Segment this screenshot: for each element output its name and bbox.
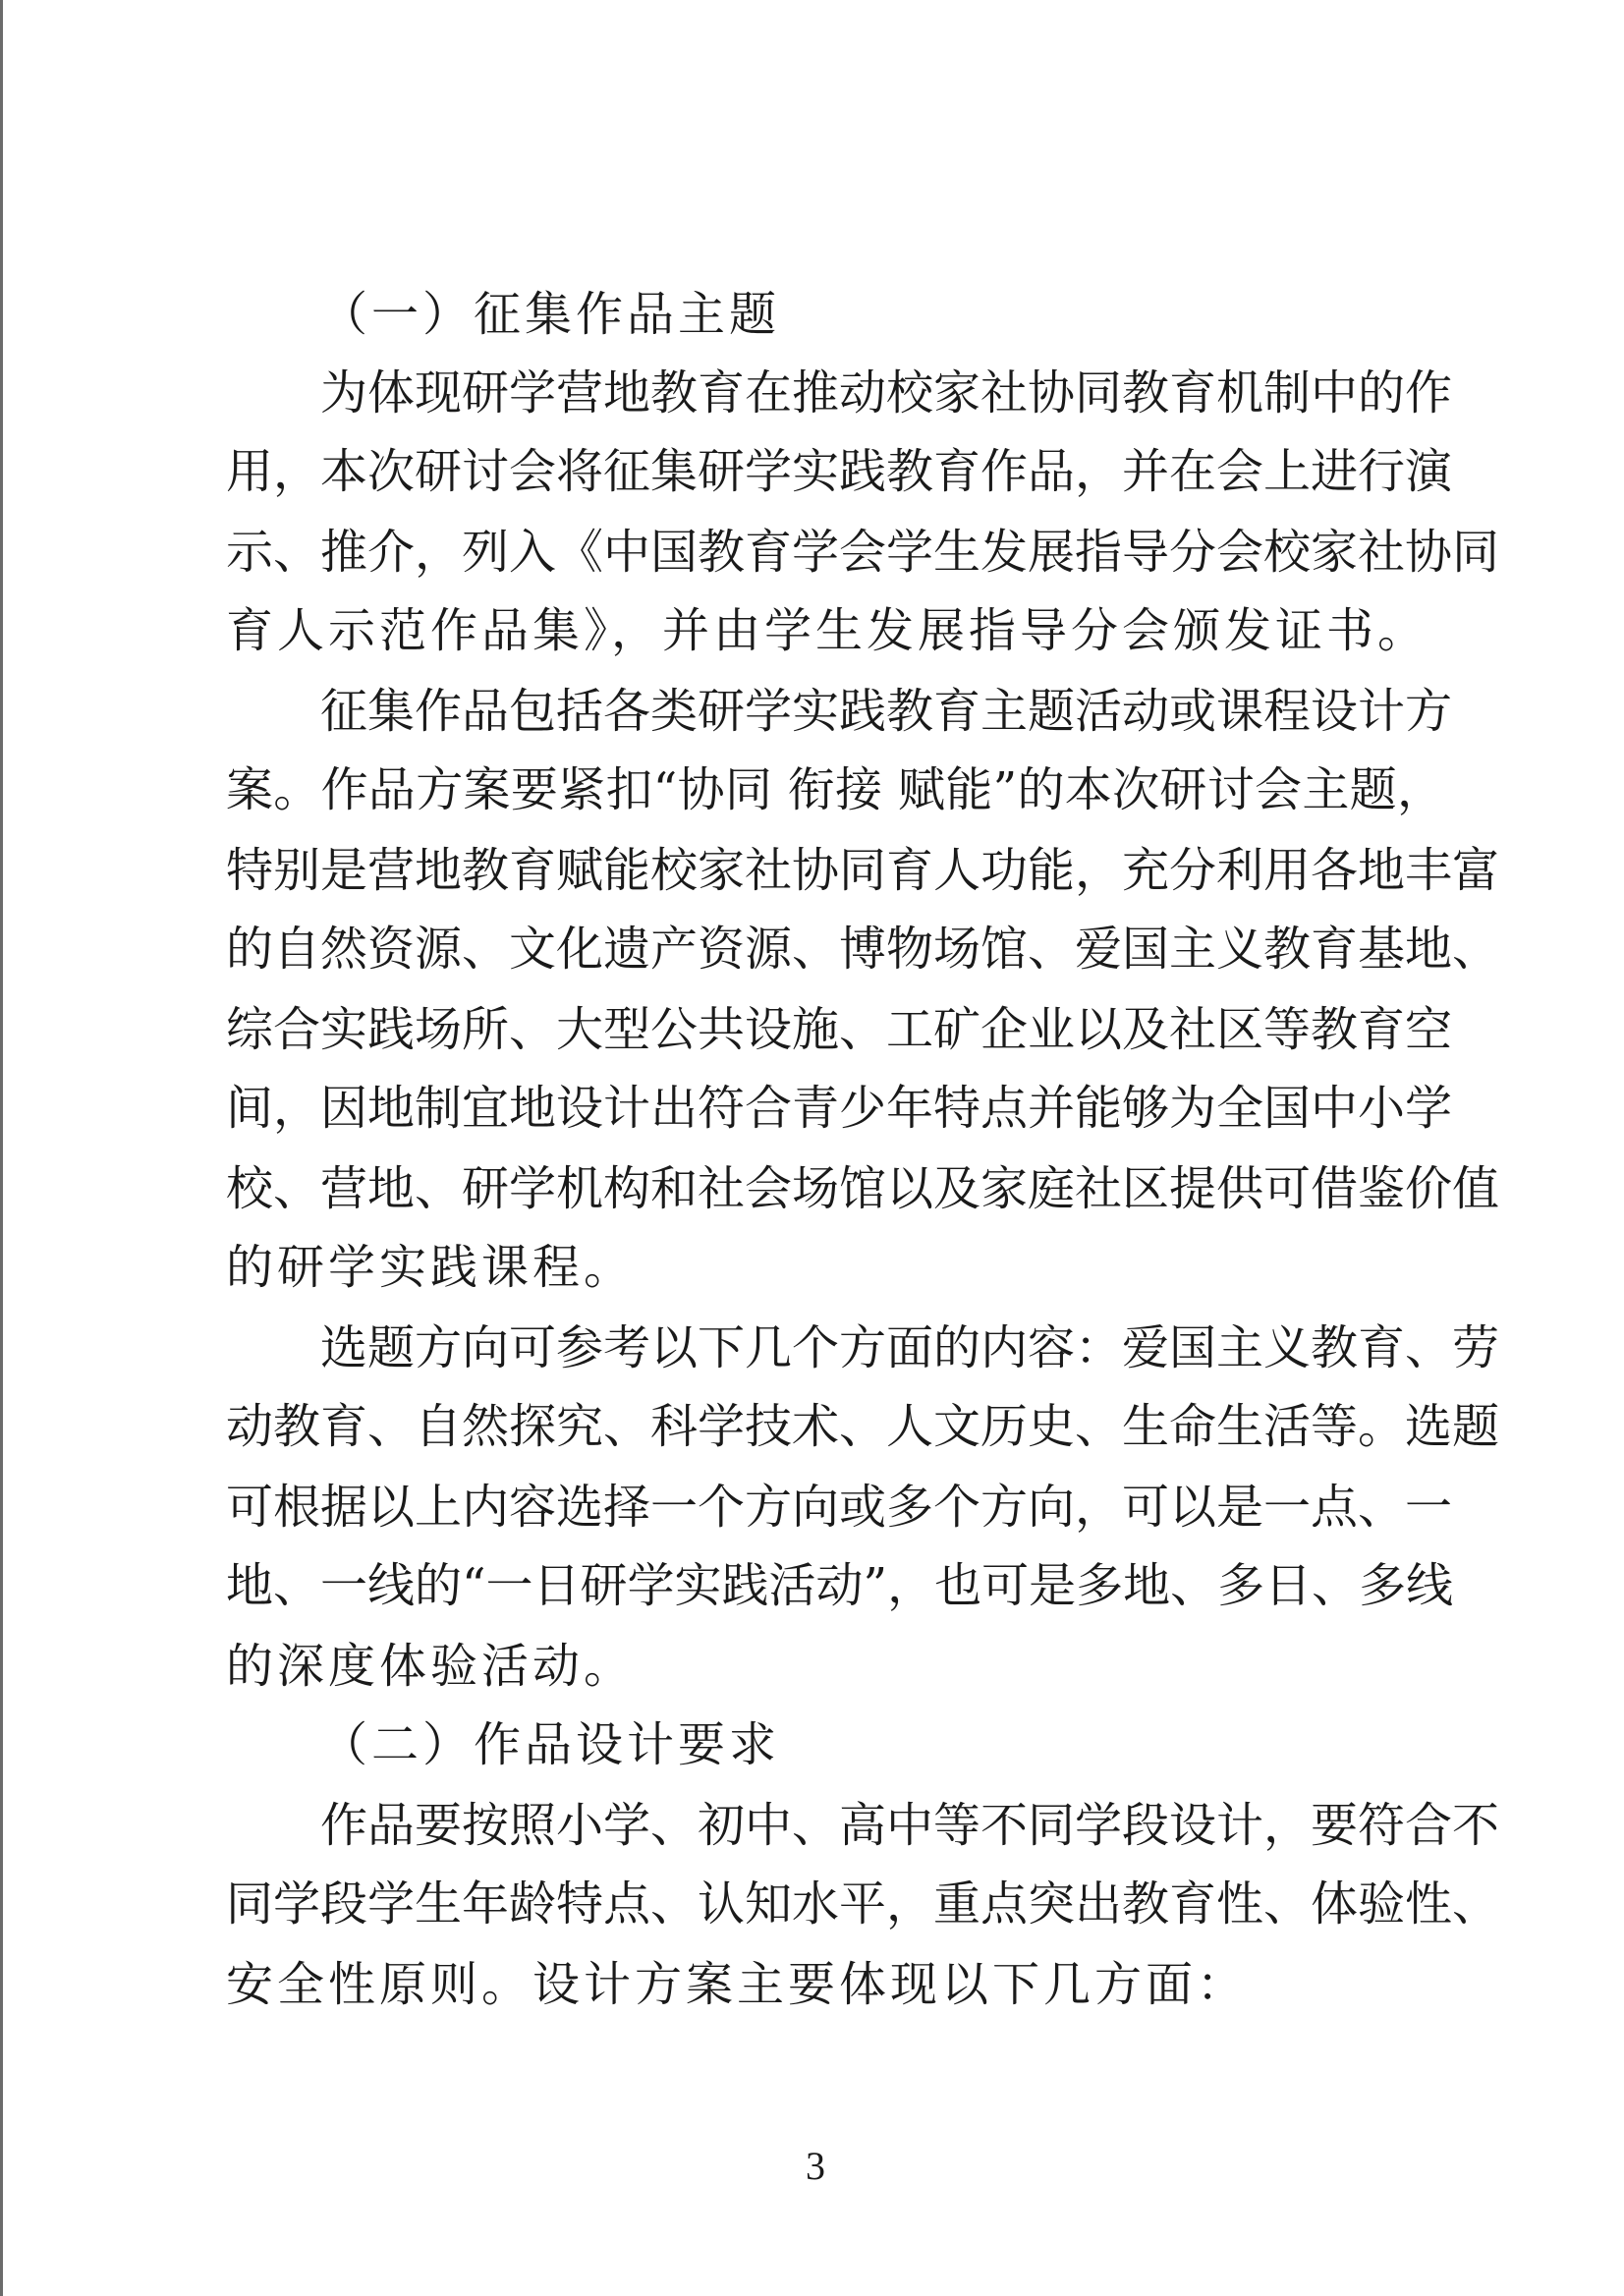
paragraph-line: 校、营地、研学机构和社会场馆以及家庭社区提供可借鉴价值 <box>226 1161 1500 1216</box>
paragraph-line: 安全性原则。设计方案主要体现以下几方面： <box>226 1957 1249 2012</box>
paragraph-line: 同学段学生年龄特点、认知水平，重点突出教育性、体验性、 <box>226 1876 1500 1932</box>
paragraph-line: 作品要按照小学、初中、高中等不同学段设计，要符合不 <box>320 1798 1500 1853</box>
paragraph-line: 特别是营地教育赋能校家社协同育人功能，充分利用各地丰富 <box>226 843 1500 898</box>
scan-edge-shadow <box>0 0 3 2296</box>
paragraph-line: 动教育、自然探究、科学技术、人文历史、生命生活等。选题 <box>226 1399 1500 1454</box>
section-heading-2: （二）作品设计要求 <box>320 1717 781 1772</box>
paragraph-line: 为体现研学营地教育在推动校家社协同教育机制中的作 <box>320 365 1453 420</box>
section-heading-1: （一）征集作品主题 <box>320 287 781 342</box>
page-number: 3 <box>806 2144 825 2188</box>
paragraph-line: 用，本次研讨会将征集研学实践教育作品，并在会上进行演 <box>226 444 1453 499</box>
paragraph-line: 育人示范作品集》，并由学生发展指导分会颁发证书。 <box>226 603 1429 658</box>
paragraph-line: 地、一线的“一日研学实践活动”，也可是多地、多日、多线 <box>226 1558 1454 1613</box>
paragraph-line: 的自然资源、文化遗产资源、博物场馆、爱国主义教育基地、 <box>226 922 1500 977</box>
paragraph-line: 选题方向可参考以下几个方面的内容：爱国主义教育、劳 <box>320 1320 1500 1375</box>
paragraph-line: 综合实践场所、大型公共设施、工矿企业以及社区等教育空 <box>226 1002 1453 1057</box>
paragraph-line: 征集作品包括各类研学实践教育主题活动或课程设计方 <box>320 684 1453 739</box>
paragraph-line: 示、推介，列入《中国教育学会学生发展指导分会校家社协同 <box>226 525 1500 580</box>
paragraph-line: 案。作品方案要紧扣“协同 衔接 赋能”的本次研讨会主题， <box>226 762 1444 817</box>
paragraph-line: 的研学实践课程。 <box>226 1240 636 1295</box>
paragraph-line: 间，因地制宜地设计出符合青少年特点并能够为全国中小学 <box>226 1081 1453 1136</box>
paragraph-line: 的深度体验活动。 <box>226 1639 636 1694</box>
paragraph-line: 可根据以上内容选择一个方向或多个方向，可以是一点、一 <box>226 1480 1453 1535</box>
